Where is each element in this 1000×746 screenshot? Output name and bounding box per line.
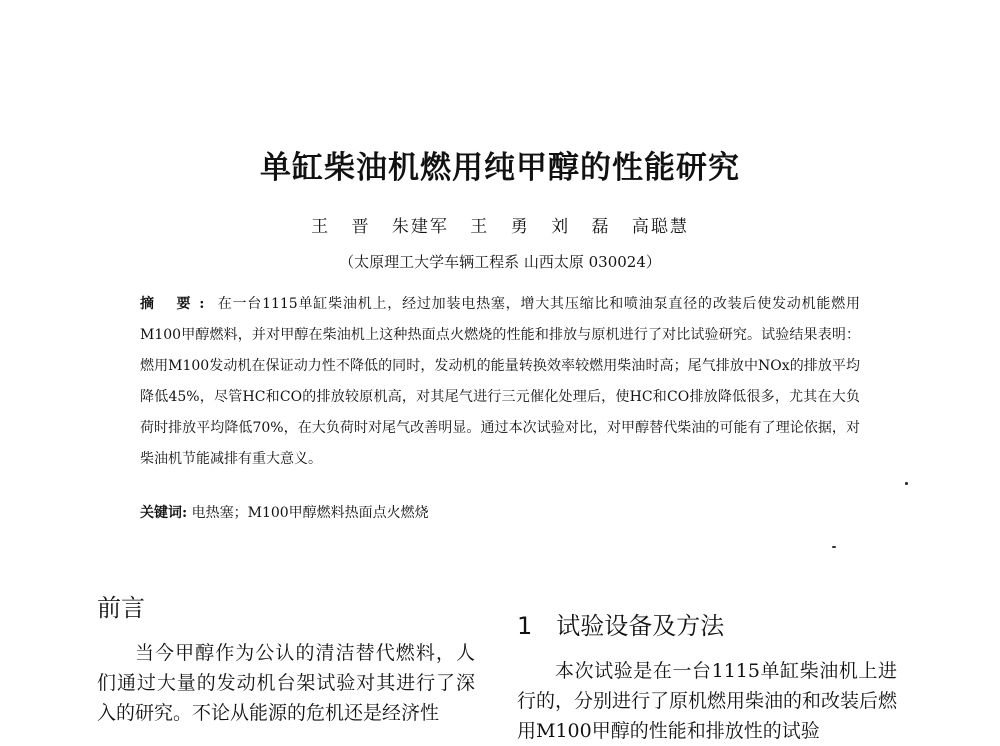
section-1-number: 1 [517, 612, 533, 640]
keywords-block [140, 500, 860, 526]
affiliation: （太原理工大学车辆工程系 山西太原 030024） [339, 253, 661, 271]
preface-heading: 前言 [97, 594, 145, 622]
author-list: 王 晋 朱建军 王 勇 刘 磊 高聪慧 [311, 217, 689, 237]
section-1-paragraph: 本次试验是在一台1115单缸柴油机上进行的，分别进行了原机燃用柴油的和改装后燃用M100甲醇的性能和排放性的试验 [517, 660, 898, 742]
paper-title: 单缸柴油机燃用纯甲醇的性能研究 [260, 150, 740, 186]
keywords-text: 电热塞；M100甲醇燃料热面点火燃烧 [191, 505, 429, 521]
abstract-label: 摘 要: [140, 296, 213, 312]
abstract-text: 在一台1115单缸柴油机上，经过加装电热塞，增大其压缩比和喷油泵直径的改装后使发动机能燃用M100甲醇燃料，并对甲醇在柴油机上这种热面点火燃烧的性能和排放与原机进行了对比试验研究。试验结果表明：燃用M100发动机在保证动力性不降低的同时，发动机的能量转换效率较燃用柴油时高；尾气排放中NOx的排放平均降低45%，尽管HC和CO的排放较原机高，对其尾气进行三元催化处理后，使HC和CO排放降低很多，尤其在大负荷时排放平均降低70%，在大负荷时对尾气改善明显。通过本次试验对比，对甲醇替代柴油的可能有了理论依据，对柴油机节能减排有重大意义。 [140, 296, 860, 467]
scan-speck [905, 482, 908, 485]
section-1-heading [517, 606, 724, 641]
scan-speck [832, 546, 836, 548]
preface-paragraph: 当今甲醇作为公认的清洁替代燃料，人们通过大量的发动机台架试验对其进行了深入的研究。不论从能源的危机还是经济性 [97, 642, 475, 724]
keywords-label: 关键词: [140, 505, 188, 521]
section-1-title: 试验设备及方法 [556, 612, 725, 640]
abstract-block [140, 289, 860, 475]
